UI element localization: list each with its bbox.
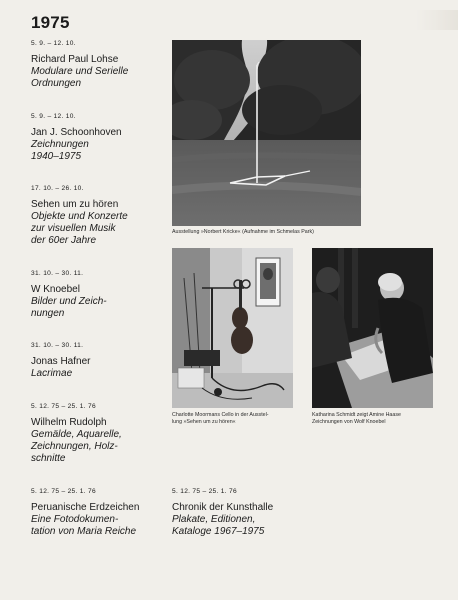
exhibition-artist: Jonas Hafner — [31, 356, 91, 367]
exhibition-artist: Peruanische Erdzeichen — [31, 502, 140, 513]
exhibition-title-line: Lacrimae — [31, 368, 73, 379]
exhibition-entry — [31, 113, 171, 163]
exhibition-title-line: Eine Fotodokumen- — [31, 514, 119, 525]
exhibition-date: 5. 12. 75 – 25. 1. 76 — [31, 488, 96, 495]
photo-caption — [172, 412, 302, 426]
exhibition-title-line: Modulare und Serielle — [31, 66, 129, 77]
exhibition-entry — [31, 185, 171, 247]
caption-line: lung »Sehen um zu hören« — [172, 419, 236, 425]
exhibition-title-line: Plakate, Editionen, — [172, 514, 256, 525]
exhibition-title-line: tation von Maria Reiche — [31, 526, 137, 537]
exhibition-date: 31. 10. – 30. 11. — [31, 270, 84, 277]
exhibition-title-line: Kataloge 1967–1975 — [172, 526, 265, 537]
exhibition-title-line: schnitte — [31, 453, 66, 464]
exhibition-title-line: Gemälde, Aquarelle, — [31, 429, 122, 440]
exhibition-entry — [31, 40, 171, 90]
exhibition-date: 5. 12. 75 – 25. 1. 76 — [172, 488, 237, 495]
exhibition-entry — [31, 488, 171, 538]
exhibition-title-line: 1940–1975 — [31, 151, 82, 162]
knoebel-drawings-photo — [312, 248, 433, 408]
exhibition-entry — [31, 403, 171, 465]
photo-caption — [172, 229, 372, 236]
exhibition-date: 5. 12. 75 – 25. 1. 76 — [31, 403, 96, 410]
exhibition-title-line: der 60er Jahre — [31, 235, 97, 246]
caption-line: Charlotte Moormans Cello in der Ausstel- — [172, 412, 269, 418]
exhibition-date: 5. 9. – 12. 10. — [31, 40, 76, 47]
exhibition-title-line: Bilder und Zeich- — [31, 296, 107, 307]
caption-line: Zeichnungen von Wolf Knoebel — [312, 419, 386, 425]
exhibition-artist: W Knoebel — [31, 284, 80, 295]
exhibition-date: 31. 10. – 30. 11. — [31, 342, 84, 349]
exhibition-date: 17. 10. – 26. 10. — [31, 185, 84, 192]
facing-page-edge — [416, 10, 458, 30]
park-sculpture-photo — [172, 40, 361, 226]
cello-installation-photo — [172, 248, 293, 408]
exhibition-artist: Jan J. Schoonhoven — [31, 127, 122, 138]
exhibition-artist: Chronik der Kunsthalle — [172, 502, 274, 513]
caption-line: Katharina Schmidt zeigt Amine Haase — [312, 412, 401, 418]
exhibition-title-line: Objekte und Konzerte — [31, 211, 128, 222]
exhibition-title-line: nungen — [31, 308, 65, 319]
exhibition-title-line: Ordnungen — [31, 78, 82, 89]
exhibition-artist: Wilhelm Rudolph — [31, 417, 107, 428]
exhibition-title-line: zur visuellen Musik — [31, 223, 116, 234]
photo-caption — [312, 412, 442, 426]
caption-line: Ausstellung »Norbert Kricke« (Aufnahme im Schmelas Park) — [172, 229, 314, 235]
exhibition-artist: Sehen um zu hören — [31, 199, 119, 210]
exhibition-entry — [31, 270, 171, 320]
exhibition-entry — [172, 488, 322, 538]
exhibition-title-line: Zeichnungen — [31, 139, 89, 150]
exhibition-title-line: Zeichnungen, Holz- — [31, 441, 118, 452]
page-year-heading: 1975 — [31, 13, 70, 32]
exhibition-entry — [31, 342, 171, 380]
exhibition-artist: Richard Paul Lohse — [31, 54, 119, 65]
exhibition-date: 5. 9. – 12. 10. — [31, 113, 76, 120]
